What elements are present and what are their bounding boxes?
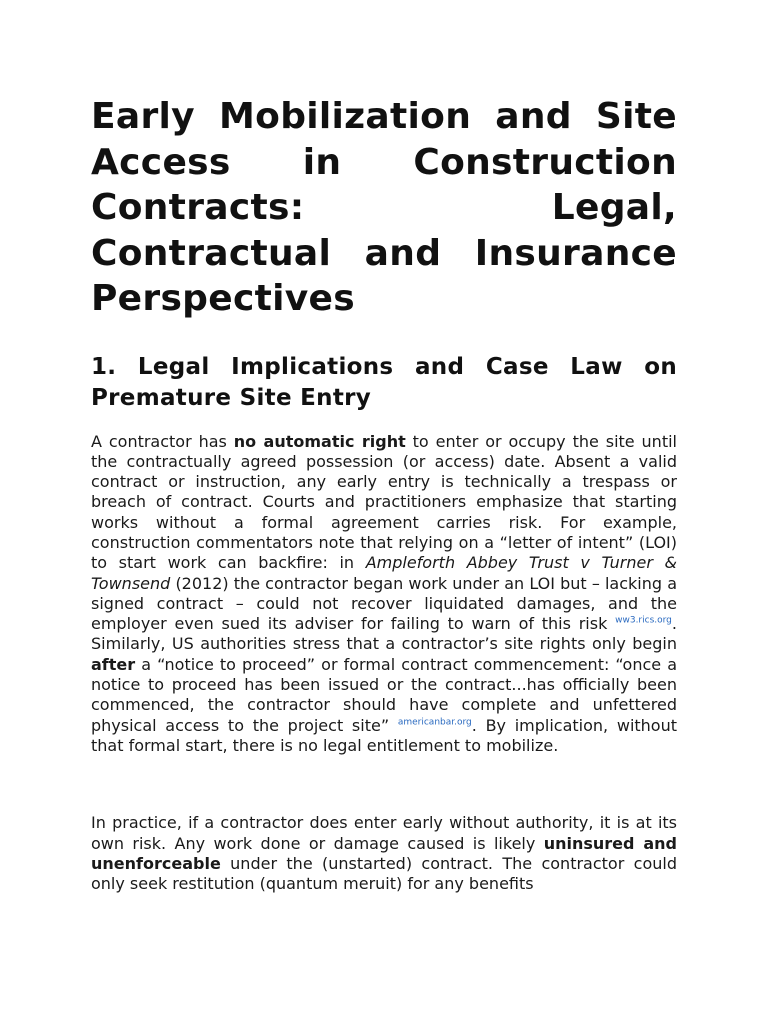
bold-word-after: after [91, 654, 136, 674]
document-page [91, 94, 677, 894]
section-heading: 1. Legal Implications and Case Law on Premature Site Entry [91, 353, 677, 411]
text-run: A contractor has [91, 431, 234, 451]
text-run: to enter or occupy the site until the contractually agreed possession (or access) date. Absent a valid contract or instruction, any early entry is technically a trespass or breach of contract. Courts and practitioners emphasize that starting works without a formal agreement carries risk. For example, construction commentators note that relying on a “letter of intent” (LOI) to start work can backfire: in [91, 431, 677, 573]
citation-link-americanbar[interactable]: americanbar.org [397, 717, 472, 728]
text-run: a “notice to proceed” or formal contract commencement: “once a notice to proceed has been issued or the contract...has officially been commenced, the contractor should have complete and unfettered physical access to the project site” [91, 654, 677, 735]
bold-phrase-uninsured: uninsured and unenforceable [91, 833, 677, 873]
citation-link-rics[interactable]: ww3.rics.org [615, 615, 672, 626]
text-run: . By implication, without that formal start, there is no legal entitlement to mobilize. [91, 715, 678, 755]
paragraph-2 [91, 813, 677, 894]
text-run: (2012) the contractor began work under an LOI but – lacking a signed contract – could not recover liquidated damages, and the employer even sued its adviser for failing to warn of this risk [91, 573, 677, 634]
paragraph-1 [91, 432, 677, 757]
text-run: . Similarly, US authorities stress that a contractor’s site rights only begin [91, 614, 677, 654]
case-name: Ampleforth Abbey Trust v Turner & Townsend [91, 553, 678, 593]
bold-phrase-no-automatic-right: no automatic right [233, 431, 406, 451]
text-run: under the (unstarted) contract. The contractor could only seek restitution (quantum meruit) for any benefits [91, 853, 677, 894]
text-run: In practice, if a contractor does enter early without authority, it is at its own risk. Any work done or damage caused is likely [91, 813, 677, 853]
document-title: Early Mobilization and Site Access in Construction Contracts: Legal, Contractual and Insurance Perspectives [91, 96, 677, 319]
